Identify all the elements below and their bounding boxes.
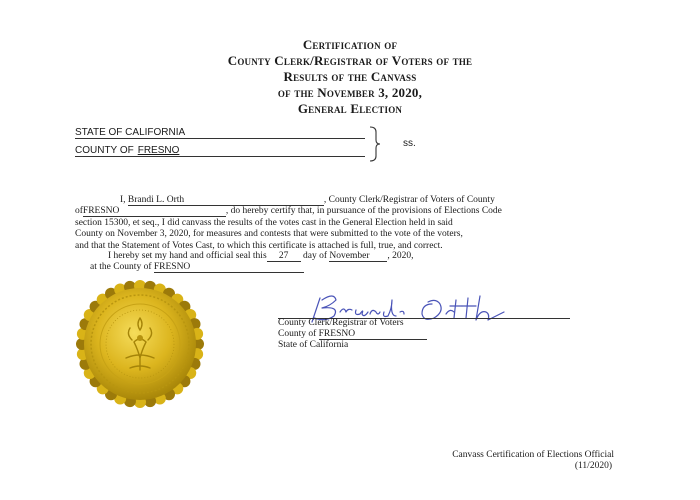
- signer-county-field: [319, 329, 427, 340]
- title-line-3: Results of the Canvass: [283, 69, 417, 84]
- seal-statement: [90, 251, 414, 274]
- gold-seal-icon: [76, 280, 204, 408]
- signer-county: FRESNO: [318, 329, 356, 339]
- signature-block: [278, 318, 427, 351]
- cert-line-4: County on November 3, 2020, for measures and contests that were submitted to the vote of the voters,: [75, 229, 463, 240]
- document-footer: [452, 450, 614, 472]
- seal-day: 27: [278, 251, 289, 261]
- seal-day-of: day of: [303, 251, 328, 261]
- signer-county-line: [278, 329, 427, 340]
- venue-divider-state: [75, 138, 365, 139]
- venue-divider-county: [75, 156, 365, 157]
- ss-mark: ss.: [403, 138, 416, 149]
- cert-prefix: I,: [120, 195, 126, 205]
- brace-icon: [368, 126, 382, 162]
- month-field: [329, 251, 387, 262]
- seal-line-2: [90, 262, 414, 273]
- seal-prefix: I hereby set my hand and official seal this: [108, 251, 267, 261]
- signer-title: County Clerk/Registrar of Voters: [278, 318, 404, 328]
- cert-after-name: , County Clerk/Registrar of Voters of County: [323, 195, 495, 205]
- clerk-name: Brandi L. Orth: [127, 195, 185, 205]
- cert-line-3: section 15300, et seq., I did canvass the results of the votes cast in the General Election held in said: [75, 217, 453, 228]
- document-title: [0, 37, 700, 117]
- cert-after-county: , do hereby certify that, in pursuance of the provisions of Elections Code: [225, 206, 502, 217]
- certification-paragraph: [75, 195, 502, 252]
- county-label: COUNTY OF: [75, 145, 134, 156]
- signer-state: State of California: [278, 340, 349, 350]
- state-label: STATE OF CALIFORNIA: [75, 127, 186, 138]
- title-line-1: Certification of: [302, 37, 398, 52]
- cert-county: FRESNO: [82, 206, 120, 217]
- footer-form-date: (11/2020): [574, 461, 612, 471]
- seal-year: , 2020,: [387, 251, 414, 261]
- title-line-2: County Clerk/Registrar of Voters of the: [227, 53, 473, 68]
- footer-document-name: Canvass Certification of Elections Official: [452, 450, 614, 460]
- cert-of-label: of: [75, 206, 83, 217]
- day-field: [267, 251, 301, 262]
- cert-line-2: [75, 206, 502, 217]
- seal-line-1: [108, 251, 414, 262]
- cert-county-field: [83, 206, 226, 217]
- title-line-4: of the November 3, 2020,: [277, 85, 423, 100]
- seal-county: FRESNO: [153, 262, 191, 273]
- clerk-name-field: [128, 195, 324, 206]
- title-line-5: General Election: [297, 101, 403, 116]
- cert-line-1: [75, 195, 502, 206]
- seal-month: November: [329, 251, 370, 261]
- signer-county-label: County of: [278, 329, 317, 339]
- venue-county-value: FRESNO: [137, 145, 180, 156]
- seal-county-field: [154, 262, 304, 273]
- seal-at-county: at the County of: [90, 262, 152, 273]
- cert-line-5: and that the Statement of Votes Cast, to which this certificate is attached is full, true, and correct.: [75, 240, 443, 251]
